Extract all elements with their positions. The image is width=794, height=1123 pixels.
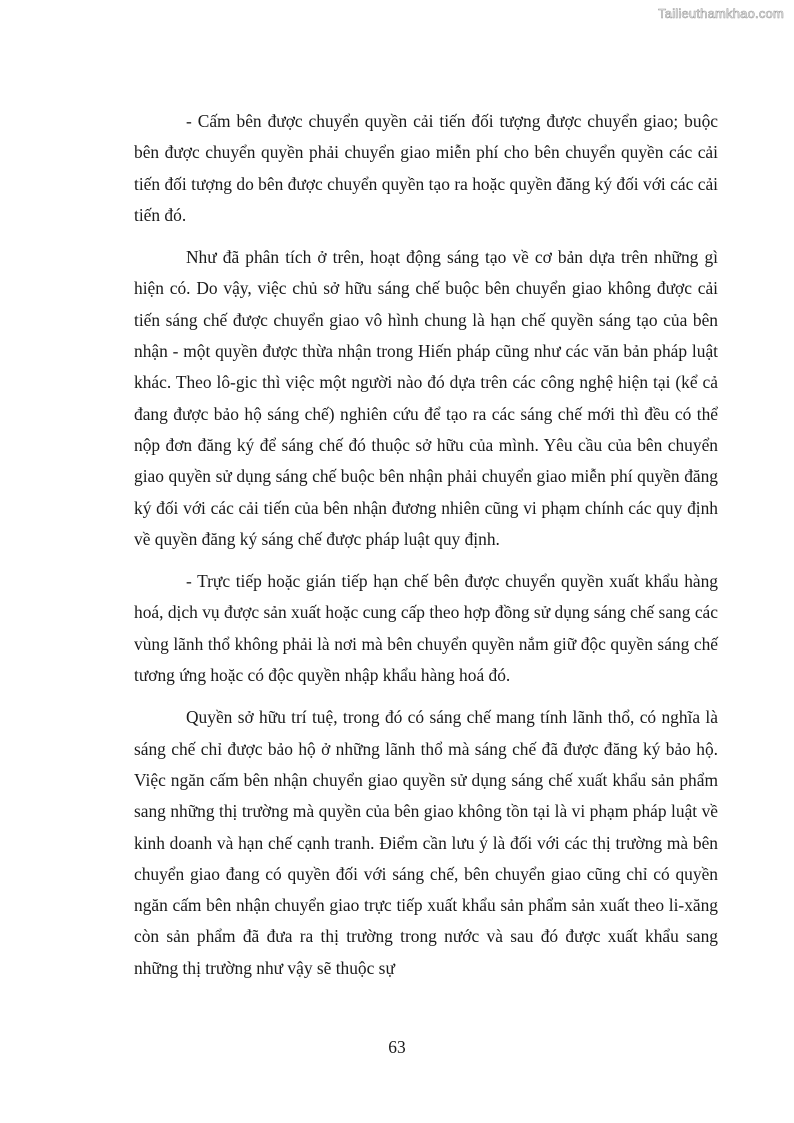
paragraph-territoriality: Quyền sở hữu trí tuệ, trong đó có sáng chế mang tính lãnh thổ, có nghĩa là sáng chế chỉ được bảo hộ ở những lãnh thổ mà sáng chế đã được đăng ký bảo hộ. Việc ngăn cấm bên nhận chuyển giao quyền sử dụng sáng chế xuất khẩu sản phẩm sang những thị trường mà quyền của bên giao không tồn tại là vi phạm pháp luật về kinh doanh và hạn chế cạnh tranh. Điểm cần lưu ý là đối với các thị trường mà bên chuyển giao đang có quyền đối với sáng chế, bên chuyển giao cũng chỉ có quyền ngăn cấm bên nhận chuyển giao trực tiếp xuất khẩu sản phẩm sản xuất theo li-xăng còn sản phẩm đã đưa ra thị trường trong nước và sau đó được xuất khẩu sang những thị trường như vậy sẽ thuộc sự	[134, 707, 718, 978]
page-number: 63	[388, 1037, 406, 1057]
paragraph-prohibition-improvement: - Cấm bên được chuyển quyền cải tiến đối tượng được chuyển giao; buộc bên được chuyển quyền phải chuyển giao miễn phí cho bên chuyển quyền các cải tiến đối tượng do bên được chuyển quyền tạo ra hoặc quyền đăng ký đối với các cải tiến đó.	[134, 111, 718, 225]
site-watermark: Tailieuthamkhao.com	[658, 6, 784, 21]
paragraph-export-restriction: - Trực tiếp hoặc gián tiếp hạn chế bên được chuyển quyền xuất khẩu hàng hoá, dịch vụ được sản xuất hoặc cung cấp theo hợp đồng sử dụng sáng chế sang các vùng lãnh thổ không phải là nơi mà bên chuyển quyền nắm giữ độc quyền sáng chế tương ứng hoặc có độc quyền nhập khẩu hàng hoá đó.	[134, 571, 718, 686]
paragraph-creative-analysis: Như đã phân tích ở trên, hoạt động sáng tạo về cơ bản dựa trên những gì hiện có. Do vậy, việc chủ sở hữu sáng chế buộc bên chuyển giao không được cải tiến sáng chế được chuyển giao vô hình chung là hạn chế quyền sáng tạo của bên nhận - một quyền được thừa nhận trong Hiến pháp cũng như các văn bản pháp luật khác. Theo lô-gic thì việc một người nào đó dựa trên các công nghệ hiện tại (kể cả đang được bảo hộ sáng chế) nghiên cứu để tạo ra các sáng chế mới thì đều có thể nộp đơn đăng ký để sáng chế đó thuộc sở hữu của mình. Yêu cầu của bên chuyển giao quyền sử dụng sáng chế buộc bên nhận phải chuyển giao miễn phí quyền đăng ký đối với các cải tiến của bên nhận đương nhiên cũng vi phạm chính các quy định về quyền đăng ký sáng chế được pháp luật quy định.	[134, 247, 718, 549]
document-body	[134, 106, 718, 995]
